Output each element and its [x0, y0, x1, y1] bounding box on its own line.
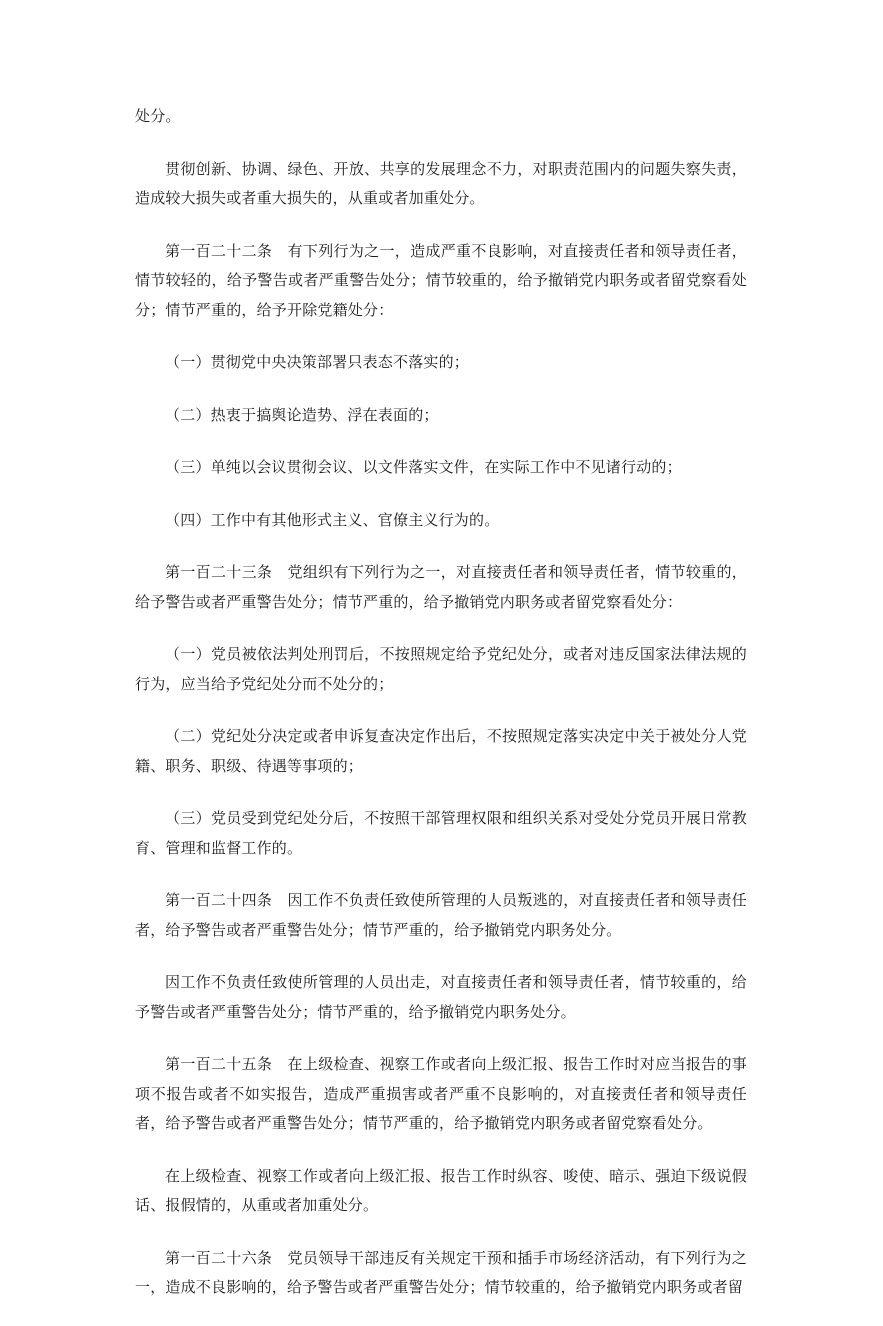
list-item: （三）党员受到党纪处分后，不按照干部管理权限和组织关系对受处分党员开展日常教育、管理和监督工作的。	[135, 809, 747, 857]
list-item: （二）党纪处分决定或者申诉复查决定作出后，不按照规定落实决定中关于被处分人党籍、职务、职级、待遇等事项的；	[135, 727, 747, 775]
article-126: 第一百二十六条 党员领导干部违反有关规定干预和插手市场经济活动，有下列行为之一，造成不良影响的，给予警告或者严重警告处分；情节较重的，给予撤销党内职务或者留	[135, 1248, 747, 1296]
list-item: （二）热衷于搞舆论造势、浮在表面的；	[165, 405, 439, 424]
article-123: 第一百二十三条 党组织有下列行为之一，对直接责任者和领导责任者，情节较重的，给予警告或者严重警告处分；情节严重的，给予撤销党内职务或者留党察看处分：	[135, 563, 747, 611]
list-item: （一）党员被依法判处刑罚后，不按照规定给予党纪处分，或者对违反国家法律法规的行为，应当给予党纪处分而不处分的；	[135, 645, 747, 693]
list-item: （四）工作中有其他形式主义、官僚主义行为的。	[165, 510, 500, 529]
paragraph: 贯彻创新、协调、绿色、开放、共享的发展理念不力，对职责范围内的问题失察失责，造成较大损失或者重大损失的，从重或者加重处分。	[135, 159, 747, 207]
document-body	[135, 102, 747, 1326]
list-item: （一）贯彻党中央决策部署只表态不落实的；	[165, 353, 470, 371]
article-122: 第一百二十二条 有下列行为之一，造成严重不良影响，对直接责任者和领导责任者，情节较轻的，给予警告或者严重警告处分；情节较重的，给予撤销党内职务或者留党察看处分；情节严重的，给予开除党籍处分：	[135, 241, 747, 319]
list-item: （三）单纯以会议贯彻会议、以文件落实文件，在实际工作中不见诸行动的；	[165, 458, 682, 476]
paragraph: 在上级检查、视察工作或者向上级汇报、报告工作时纵容、唆使、暗示、强迫下级说假话、报假情的，从重或者加重处分。	[135, 1166, 747, 1214]
paragraph: 处分。	[135, 107, 181, 125]
article-125: 第一百二十五条 在上级检查、视察工作或者向上级汇报、报告工作时对应当报告的事项不报告或者不如实报告，造成严重损害或者严重不良影响的，对直接责任者和领导责任者，给予警告或者严重警告处分；情节严重的，给予撤销党内职务或者留党察看处分。	[135, 1055, 747, 1132]
paragraph: 因工作不负责任致使所管理的人员出走，对直接责任者和领导责任者，情节较重的，给予警告或者严重警告处分；情节严重的，给予撤销党内职务处分。	[135, 973, 747, 1021]
article-124: 第一百二十四条 因工作不负责任致使所管理的人员叛逃的，对直接责任者和领导责任者，给予警告或者严重警告处分；情节严重的，给予撤销党内职务处分。	[135, 891, 747, 939]
